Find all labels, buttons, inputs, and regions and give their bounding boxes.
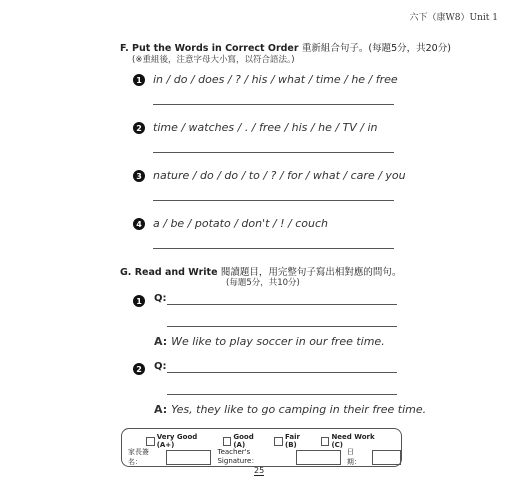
answer-line-f1[interactable] bbox=[153, 104, 394, 105]
section-f-note: (※重組後，注意字母大小寫，以符合語法。) bbox=[132, 55, 295, 65]
question-label-1: Q: bbox=[154, 293, 167, 304]
answer-2 bbox=[154, 403, 426, 416]
rating-need-work[interactable]: Need Work (C) bbox=[321, 433, 386, 449]
section-f-title-en: F. Put the Words in Correct Order bbox=[120, 43, 299, 54]
checkbox-icon[interactable] bbox=[321, 437, 330, 446]
answer-text-2: Yes, they like to go camping in their free time. bbox=[171, 403, 427, 416]
item-number-f4: 4 bbox=[133, 218, 145, 230]
item-number-f3: 3 bbox=[133, 170, 145, 182]
teacher-signature-label: Teacher's Signature： bbox=[217, 448, 259, 465]
section-g-score: (每題5分，共10分) bbox=[226, 278, 300, 288]
answer-line-f2[interactable] bbox=[153, 152, 394, 153]
evaluation-box bbox=[121, 428, 402, 467]
answer-label-1: A: bbox=[154, 335, 168, 348]
rating-good[interactable]: Good (A) bbox=[223, 433, 267, 449]
item-number-f1: 1 bbox=[133, 74, 145, 86]
section-f-title-cn: 重新組合句子。(每題5分，共20分) bbox=[301, 43, 451, 54]
item-number-g2: 2 bbox=[133, 363, 145, 375]
page-header: 六下（康W8）Unit 1 bbox=[409, 13, 498, 23]
date-field[interactable] bbox=[372, 450, 401, 465]
answer-label-2: A: bbox=[154, 403, 168, 416]
rating-fair[interactable]: Fair (B) bbox=[274, 433, 312, 449]
question-line-2b[interactable] bbox=[167, 394, 397, 395]
date-label: 日期： bbox=[346, 448, 361, 466]
scrambled-words-3: nature / do / do / to / ? / for / what / care / you bbox=[153, 169, 406, 182]
scrambled-words-4: a / be / potato / don't / ! / couch bbox=[153, 217, 328, 230]
checkbox-icon[interactable] bbox=[146, 437, 155, 446]
answer-line-f3[interactable] bbox=[153, 200, 394, 201]
section-g-title-en: G. Read and Write bbox=[120, 267, 218, 278]
signature-row bbox=[128, 447, 401, 467]
rating-very-good[interactable]: Very Good (A+) bbox=[146, 433, 215, 449]
question-label-2: Q: bbox=[154, 361, 167, 372]
section-g-title-cn: 閱讀題目，用完整句子寫出相對應的問句。 bbox=[220, 267, 402, 278]
page-number: 25 bbox=[254, 466, 265, 475]
section-f-title bbox=[120, 40, 451, 54]
question-line-1b[interactable] bbox=[167, 326, 397, 327]
question-line-1a[interactable] bbox=[167, 304, 397, 305]
parent-signature-field[interactable] bbox=[166, 450, 211, 465]
checkbox-icon[interactable] bbox=[223, 437, 232, 446]
scrambled-words-2: time / watches / . / free / his / he / TV / in bbox=[153, 121, 378, 134]
question-line-2a[interactable] bbox=[167, 372, 397, 373]
answer-1 bbox=[154, 335, 385, 348]
item-number-f2: 2 bbox=[133, 122, 145, 134]
answer-line-f4[interactable] bbox=[153, 248, 394, 249]
item-number-g1: 1 bbox=[133, 295, 145, 307]
parent-signature-label: 家長簽名： bbox=[128, 448, 149, 466]
scrambled-words-1: in / do / does / ? / his / what / time / he / free bbox=[153, 73, 398, 86]
answer-text-1: We like to play soccer in our free time. bbox=[171, 335, 385, 348]
teacher-signature-field[interactable] bbox=[296, 450, 341, 465]
checkbox-icon[interactable] bbox=[274, 437, 283, 446]
